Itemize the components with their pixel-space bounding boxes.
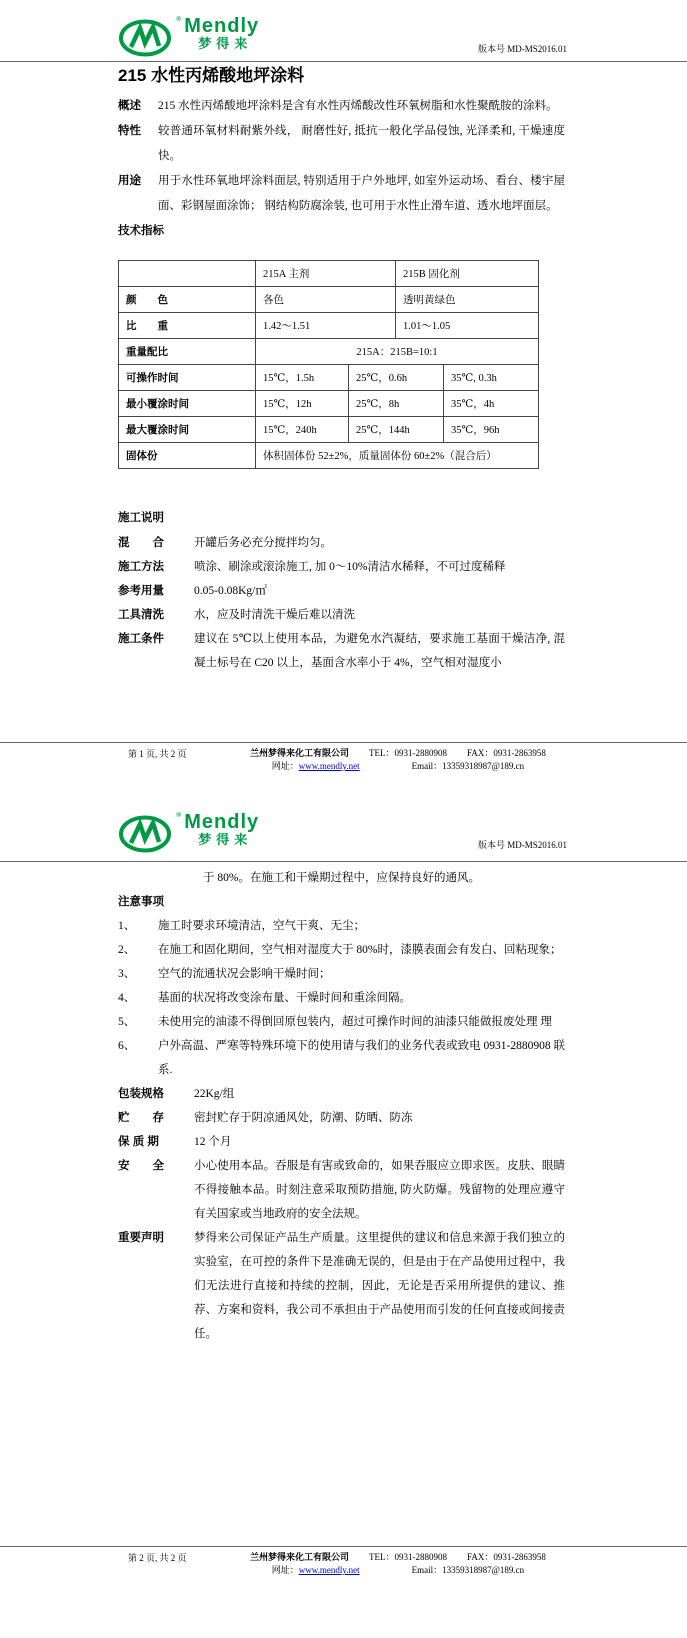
company-tel: TEL：0931-2880908 xyxy=(369,1552,448,1562)
overview-text: 215 水性丙烯酸地坪涂料是含有水性丙烯酸改性环氧树脂和水性聚酰胺的涂料。 xyxy=(158,100,558,112)
table-row-min-recoat xyxy=(119,391,539,417)
cell-pot-25: 25℃，0.6h xyxy=(349,365,444,391)
brand-logo-2 xyxy=(118,812,259,854)
table-row-pot-life xyxy=(119,365,539,391)
packing-text: 22Kg/组 xyxy=(194,1088,235,1100)
website-link[interactable]: www.mendly.net xyxy=(298,761,360,771)
build-row-method xyxy=(118,555,565,579)
note-num-5: 5、 xyxy=(118,1016,136,1028)
build-row-mix xyxy=(118,531,565,555)
usage-label: 用途 xyxy=(118,175,141,187)
cell-gravity-a: 1.42～1.51 xyxy=(256,313,396,339)
method-text: 喷涂、刷涂或滚涂施工, 加 0～10%清洁水稀释，不可过度稀释 xyxy=(194,561,506,573)
email-value: 13359318987@189.cn xyxy=(442,761,525,771)
page1-content xyxy=(118,64,565,675)
email-label: Email： xyxy=(411,761,443,771)
disclaimer-label: 重要声明 xyxy=(118,1232,164,1244)
page2-footer xyxy=(0,1547,687,1577)
packing-row xyxy=(118,1082,565,1106)
cell-pot-label: 可操作时间 xyxy=(119,365,256,391)
usage-text: 用于水性环氧地坪涂料面层, 特别适用于户外地坪, 如室外运动场、看台、楼宇屋面、彩钢屋面涂饰； 钢结构防腐涂装, 也可用于水性止滑车道、透水地坪面层。 xyxy=(158,175,565,212)
note-item-6 xyxy=(118,1034,565,1082)
continuation-text: 于 80%。在施工和干燥期过程中，应保持良好的通风。 xyxy=(203,872,480,884)
header-divider-2 xyxy=(0,861,687,862)
build-row-dosage xyxy=(118,579,565,603)
note-item-4 xyxy=(118,986,565,1010)
method-label: 施工方法 xyxy=(118,561,164,573)
tech-specs-table xyxy=(118,260,539,469)
note-item-3 xyxy=(118,962,565,986)
email-label: Email： xyxy=(411,1565,443,1575)
mendly-logo-icon xyxy=(118,812,176,854)
dosage-label: 参考用量 xyxy=(118,585,164,597)
mendly-logo-icon xyxy=(118,16,176,58)
email-value: 13359318987@189.cn xyxy=(442,1565,525,1575)
note-text-1: 施工时要求环境清洁，空气干爽、无尘； xyxy=(158,920,365,932)
website-label: 网址： xyxy=(271,761,299,771)
cell-blank xyxy=(119,261,256,287)
version-label: 版本号 MD-MS2016.01 xyxy=(477,44,567,54)
page1-header xyxy=(118,16,567,58)
cleaning-text: 水，应及时清洗干燥后难以清洗 xyxy=(194,609,355,621)
website-label: 网址： xyxy=(271,1565,299,1575)
disclaimer-row xyxy=(118,1226,565,1346)
company-name: 兰州梦得来化工有限公司 xyxy=(250,1552,350,1562)
table-row-header xyxy=(119,261,539,287)
company-tel: TEL：0931-2880908 xyxy=(369,748,448,758)
feature-label: 特性 xyxy=(118,125,141,137)
cell-max-35: 35℃，96h xyxy=(444,417,539,443)
registered-mark: ® xyxy=(176,811,182,819)
dosage-text: 0.05-0.08Kg/㎡ xyxy=(194,585,267,597)
feature-text: 较普通环氧材料耐紫外线， 耐磨性好, 抵抗一般化学品侵蚀, 光泽柔和, 干燥速度快。 xyxy=(158,125,565,162)
safety-text: 小心使用本品。吞服是有害或致命的，如果吞服应立即求医。皮肤、眼睛不得接触本品。时刻注意采取预防措施, 防火防爆。残留物的处理应遵守有关国家或当地政府的安全法规。 xyxy=(194,1160,565,1220)
build-row-cleaning xyxy=(118,603,565,627)
email-row xyxy=(412,1564,525,1577)
cell-pot-35: 35℃, 0.3h xyxy=(444,365,539,391)
safety-label: 安 全 xyxy=(118,1160,164,1172)
cell-max-15: 15℃，240h xyxy=(256,417,349,443)
tech-specs-heading: 技术指标 xyxy=(118,225,164,237)
cell-solids-value: 体积固体份 52±2%，质量固体份 60±2%（混合后） xyxy=(256,443,539,469)
note-text-5: 未使用完的油漆不得倒回原包装内，超过可操作时间的油漆只能做报废处理 理 xyxy=(158,1016,552,1028)
overview-section xyxy=(118,94,565,119)
brand-name: Mendly xyxy=(184,15,260,37)
feature-section xyxy=(118,119,565,169)
shelf-life-text: 12 个月 xyxy=(194,1136,232,1148)
company-name: 兰州梦得来化工有限公司 xyxy=(250,748,350,758)
note-text-3: 空气的流通状况会影响干燥时间； xyxy=(158,968,331,980)
cleaning-label: 工具清洗 xyxy=(118,609,164,621)
company-fax: FAX：0931-2863958 xyxy=(467,1552,546,1562)
build-heading: 施工说明 xyxy=(118,512,164,524)
page-number-2: 第 2 页, 共 2 页 xyxy=(128,1553,187,1563)
storage-row xyxy=(118,1106,565,1130)
note-text-4: 基面的状况将改变涂布量、干燥时间和重涂间隔。 xyxy=(158,992,411,1004)
company-fax: FAX：0931-2863958 xyxy=(467,748,546,758)
cell-min-label: 最小覆涂时间 xyxy=(119,391,256,417)
cell-min-35: 35℃，4h xyxy=(444,391,539,417)
table-row-solids xyxy=(119,443,539,469)
note-num-2: 2、 xyxy=(118,944,136,956)
cell-color-a: 各色 xyxy=(256,287,396,313)
cell-max-25: 25℃，144h xyxy=(349,417,444,443)
cell-col-b: 215B 固化剂 xyxy=(396,261,539,287)
website-row xyxy=(272,760,360,773)
website-link[interactable]: www.mendly.net xyxy=(298,1565,360,1575)
note-num-4: 4、 xyxy=(118,992,136,1004)
email-row xyxy=(412,760,525,773)
note-num-3: 3、 xyxy=(118,968,136,980)
registered-mark: ® xyxy=(176,15,182,23)
cell-ratio-label: 重量配比 xyxy=(119,339,256,365)
note-text-6: 户外高温、严寒等特殊环境下的使用请与我们的业务代表或致电 0931-2880908 联系. xyxy=(158,1040,565,1076)
storage-label: 贮 存 xyxy=(118,1112,164,1124)
cell-gravity-b: 1.01～1.05 xyxy=(396,313,539,339)
brand-logo xyxy=(118,16,259,58)
page2-header xyxy=(118,812,567,854)
table-row-color xyxy=(119,287,539,313)
brand-name-cn: 梦得来 xyxy=(198,36,253,51)
brand-name: Mendly xyxy=(184,811,260,833)
note-text-2: 在施工和固化期间，空气相对湿度大于 80%时，漆膜表面会有发白、回粘现象； xyxy=(158,944,562,956)
version-label-2: 版本号 MD-MS2016.01 xyxy=(477,840,567,850)
mix-label: 混 合 xyxy=(118,537,164,549)
product-title: 215 水性丙烯酸地坪涂料 xyxy=(118,66,305,85)
cell-min-25: 25℃，8h xyxy=(349,391,444,417)
note-item-2 xyxy=(118,938,565,962)
shelf-life-label: 保 质 期 xyxy=(118,1136,159,1148)
cell-ratio-value: 215A：215B=10:1 xyxy=(256,339,539,365)
storage-text: 密封贮存于阴凉通风处，防潮、防晒、防冻 xyxy=(194,1112,413,1124)
note-item-1 xyxy=(118,914,565,938)
page1-footer xyxy=(0,743,687,773)
table-row-ratio xyxy=(119,339,539,365)
table-row-gravity xyxy=(119,313,539,339)
note-item-5 xyxy=(118,1010,565,1034)
header-divider-1 xyxy=(0,61,687,62)
table-row-max-recoat xyxy=(119,417,539,443)
safety-row xyxy=(118,1154,565,1226)
disclaimer-text: 梦得来公司保证产品生产质量。这里提供的建议和信息来源于我们独立的实验室，在可控的条件下是准确无误的，但是由于在产品使用过程中，我们无法进行直接和持续的控制，因此，无论是否采用所提供的建议、推荐、方案和资料，我公司不承担由于产品使用而引发的任何直接或间接责任。 xyxy=(194,1232,565,1340)
cell-pot-15: 15℃，1.5h xyxy=(256,365,349,391)
note-num-1: 1、 xyxy=(118,920,136,932)
cell-solids-label: 固体份 xyxy=(119,443,256,469)
shelf-life-row xyxy=(118,1130,565,1154)
page2-content xyxy=(118,866,565,1346)
conditions-text: 建议在 5℃以上使用本品，为避免水汽凝结，要求施工基面干燥洁净, 混凝土标号在 C20 以上，基面含水率小于 4%，空气相对湿度小 xyxy=(194,633,565,669)
cell-max-label: 最大覆涂时间 xyxy=(119,417,256,443)
overview-label: 概述 xyxy=(118,100,141,112)
conditions-label: 施工条件 xyxy=(118,633,164,645)
notes-heading: 注意事项 xyxy=(118,896,164,908)
page-number-1: 第 1 页, 共 2 页 xyxy=(128,749,187,759)
build-row-conditions xyxy=(118,627,565,675)
cell-min-15: 15℃，12h xyxy=(256,391,349,417)
mix-text: 开罐后务必充分搅拌均匀。 xyxy=(194,537,332,549)
note-num-6: 6、 xyxy=(118,1040,136,1052)
brand-name-cn: 梦得来 xyxy=(198,832,253,847)
cell-gravity-label: 比 重 xyxy=(119,313,256,339)
cell-color-b: 透明黄绿色 xyxy=(396,287,539,313)
website-row xyxy=(272,1564,360,1577)
usage-section xyxy=(118,169,565,219)
packing-label: 包装规格 xyxy=(118,1088,164,1100)
cell-col-a: 215A 主剂 xyxy=(256,261,396,287)
cell-color-label: 颜 色 xyxy=(119,287,256,313)
